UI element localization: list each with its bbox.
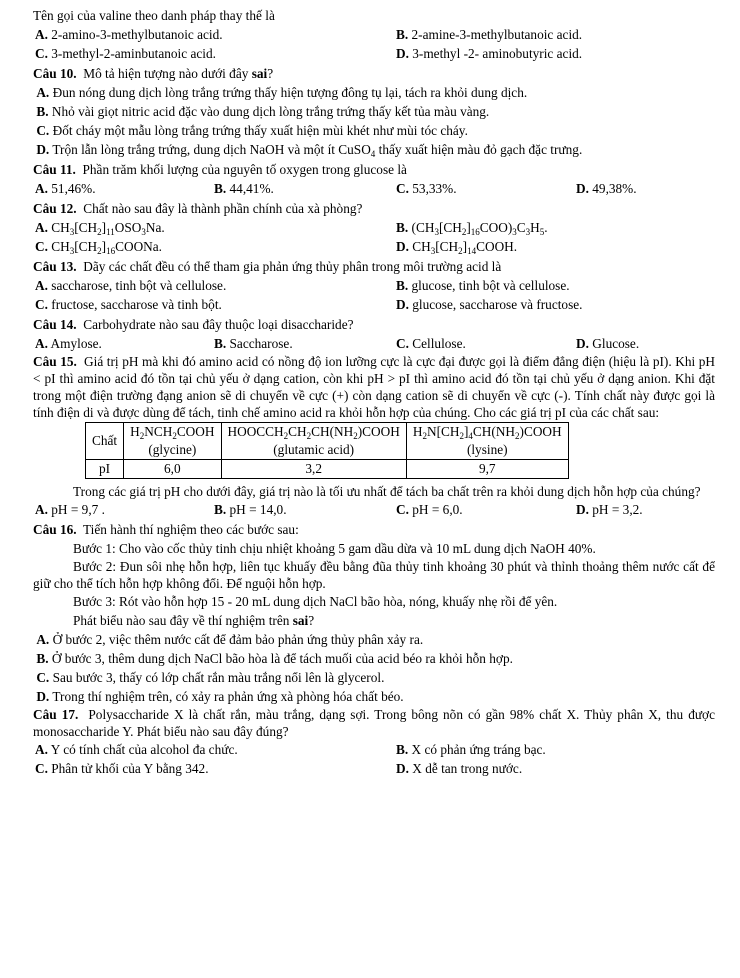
option-a: A. 51,46%. [35,181,96,196]
question-13 [33,257,715,276]
question-stem: Tiến hành thí nghiệm theo các bước sau: [83,522,299,537]
option-b: B. pH = 14,0. [214,502,287,517]
option-row [33,500,715,519]
question-label: Câu 16. [33,522,77,537]
option-d: D. Glucose. [576,336,640,351]
option-b: B. Saccharose. [214,336,293,351]
option-c: C. pH = 6,0. [396,502,463,517]
step-2: Bước 2: Đun sôi nhẹ hỗn hợp, liên tục khuấy đều bằng đũa thủy tinh khoảng 30 phút và thỉnh thoảng thêm nước cất để giữ cho thể tích hỗn hợp không đổi. Để nguội hỗn hợp. [33,559,715,591]
option-a: A. Đun nóng dung dịch lòng trắng trứng thấy hiện tượng đông tụ lại, tách ra khỏi dung dịch. [36,85,528,100]
option-d: D. glucose, saccharose và fructose. [396,297,583,312]
question-text: Trong các giá trị pH cho dưới đây, giá trị nào là tối ưu nhất để tách ba chất trên ra khỏi dung dịch hỗn hợp của chúng? [73,484,701,499]
step-3: Bước 3: Rót vào hỗn hợp 15 - 20 mL dung dịch NaCl bão hòa, nóng, khuấy nhẹ rồi để yên. [73,594,558,609]
option-a: A. Ở bước 2, việc thêm nước cất để đảm bảo phản ứng thủy phân xảy ra. [36,632,424,647]
option-a: A. saccharose, tinh bột và cellulose. [35,278,227,293]
chemical-formula: $CH_3[CH_2]_{14}COOH$. [412,239,518,256]
chemical-formula: $H_2NCH_2COOH$ [130,424,215,441]
option-d: D. X dễ tan trong nước. [396,761,523,776]
question-label: Câu 10. [33,66,77,81]
option-d: D. Trộn lẫn lòng trắng trứng, dung dịch NaOH và một ít CuSO$_4$ thấy xuất hiện màu đỏ gạch đặc trưng. [36,142,583,159]
question-label: Câu 12. [33,201,77,216]
option-c: C. 53,33%. [396,181,457,196]
table-header-cell: $H_2NCH_2COOH$ (glycine) [124,423,221,460]
table-header-cell: $H_2N[CH_2]_4CH(NH_2)COOH$ (lysine) [406,423,568,460]
question-stem: Polysaccharide X là chất rắn, màu trắng, dạng sợi. Trong bông nõn có gần 98% chất X. Thủy phân X, thu được monosaccharide Y. Phát biểu nào sau đây đúng? [33,707,715,739]
table-cell: 9,7 [406,460,568,479]
option-row [33,295,715,314]
option-a: A. Amylose. [35,336,102,351]
chemical-formula: $H_2N[CH_2]_4CH(NH_2)COOH$ [412,424,562,441]
option-a: A. 2-amino-3-methylbutanoic acid. [35,27,223,42]
option-d: D. pH = 3,2. [576,502,643,517]
option-b: B. Nhỏ vài giọt nitric acid đặc vào dung dịch lòng trắng trứng thấy kết tủa màu vàng. [36,104,490,119]
question-10: Câu 10. Mô tả hiện tượng nào dưới đây sai? [33,66,274,81]
option-c: C. 3-methyl-2-aminbutanoic acid. [35,46,216,61]
question-stem: Mô tả hiện tượng nào dưới đây [83,66,249,81]
chemical-formula: $HOOCCH_2CH_2CH(NH_2)COOH$ [227,424,400,441]
question-11 [33,160,715,179]
option-c: C. Đốt cháy một mẫu lòng trắng trứng thấy xuất hiện mùi khét như mùi tóc cháy. [36,123,468,138]
step-1: Bước 1: Cho vào cốc thủy tinh chịu nhiệt khoảng 5 gam dầu dừa và 10 mL dung dịch NaOH 40%. [73,541,596,556]
option-a: A. $CH_3[CH_2]_{11}OSO_3Na$. [35,220,165,237]
question-stem: Carbohydrate nào sau đây thuộc loại disaccharide? [83,317,354,332]
option-row [33,334,715,353]
option-a: A. pH = 9,7 . [35,502,105,517]
pi-table [85,422,569,479]
option-row [33,237,715,256]
question-16 [33,520,715,539]
question-stem: Tên gọi của valine theo danh pháp thay thế là [33,8,275,23]
option-row [33,25,715,44]
emphasis-text: sai [251,66,268,81]
question-text: Phát biểu nào sau đây về thí nghiệm trên sai? [73,613,315,628]
table-cell: 6,0 [124,460,221,479]
question-label: Câu 17. [33,707,79,722]
question-stem: Giá trị pH mà khi đó amino acid có nồng độ ion lưỡng cực là cực đại được gọi là điểm đẳng điện (hiệu là pI). Khi pH < pI thì amino acid đó tồn tại chủ yếu ở dạng cation, còn khi pH > pI thì amino acid đó tồn tại chủ yếu ở dạng anion. Khi đặt trong một điện trường đạng anion sẽ di chuyển về cực (+) còn dạng cation sẽ di chuyển về cực (-). Tính chất này được gọi là tính điện di và được dùng để tách, tinh chế amino acid ra khỏi hỗn hợp của chúng. Cho các giá trị pI của các chất sau: [33,354,716,420]
option-row [33,44,715,63]
question-14 [33,315,715,334]
option-a: A. Y có tính chất của alcohol đa chức. [35,742,238,757]
question-label: Câu 11. [33,162,76,177]
chemical-formula: $CH_3[CH_2]_{16}COONa$. [51,239,162,256]
chemical-formula: $CH_3[CH_2]_{11}OSO_3Na$. [51,220,165,237]
option-d: D. 3-methyl -2- aminobutyric acid. [396,46,583,61]
option-b: B. 44,41%. [214,181,274,196]
option-d: D. Trong thí nghiệm trên, có xảy ra phản ứng xà phòng hóa chất béo. [36,689,404,704]
option-c: C. Sau bước 3, thấy có lớp chất rắn màu trắng nổi lên là glycerol. [36,670,385,685]
question-label: Câu 15. [33,354,77,369]
option-row [33,740,715,759]
option-c: C. fructose, saccharose và tinh bột. [35,297,222,312]
chemical-formula: $(CH_3[CH_2]_{16}COO)_3C_3H_5$. [411,220,548,237]
option-b: B. Ở bước 3, thêm dung dịch NaCl bão hòa là để tách muối của acid béo ra khỏi hỗn hợp. [36,651,513,666]
option-c: C. Phân tử khối của Y bằng 342. [35,761,209,776]
option-c: C. $CH_3[CH_2]_{16}COONa$. [35,239,162,256]
table-row-label: pI [86,460,124,479]
option-c: C. Cellulose. [396,336,466,351]
option-d: D. 49,38%. [576,181,637,196]
option-b: B. glucose, tinh bột và cellulose. [396,278,570,293]
question-stem: Phần trăm khối lượng của nguyên tố oxygen trong glucose là [82,162,407,177]
question-stem: Dãy các chất đều có thể tham gia phản ứng thủy phân trong môi trường acid là [83,259,502,274]
question-12 [33,199,715,218]
option-b: B. 2-amine-3-methylbutanoic acid. [396,27,583,42]
question-stem: Chất nào sau đây là thành phần chính của xà phòng? [83,201,363,216]
question-17 [33,706,715,740]
option-row [33,179,715,198]
exam-page [33,6,715,778]
option-b: B. $(CH_3[CH_2]_{16}COO)_3C_3H_5$. [396,220,548,237]
table-cell: 3,2 [221,460,406,479]
option-row [33,759,715,778]
question-label: Câu 13. [33,259,77,274]
question-label: Câu 14. [33,317,77,332]
option-row [33,218,715,237]
table-header-cell: Chất [86,423,124,460]
question-15 [33,353,715,421]
option-b: B. X có phản ứng tráng bạc. [396,742,546,757]
option-row [33,276,715,295]
option-d: D. $CH_3[CH_2]_{14}COOH$. [396,239,518,256]
table-header-cell: $HOOCCH_2CH_2CH(NH_2)COOH$ (glutamic acid) [221,423,406,460]
